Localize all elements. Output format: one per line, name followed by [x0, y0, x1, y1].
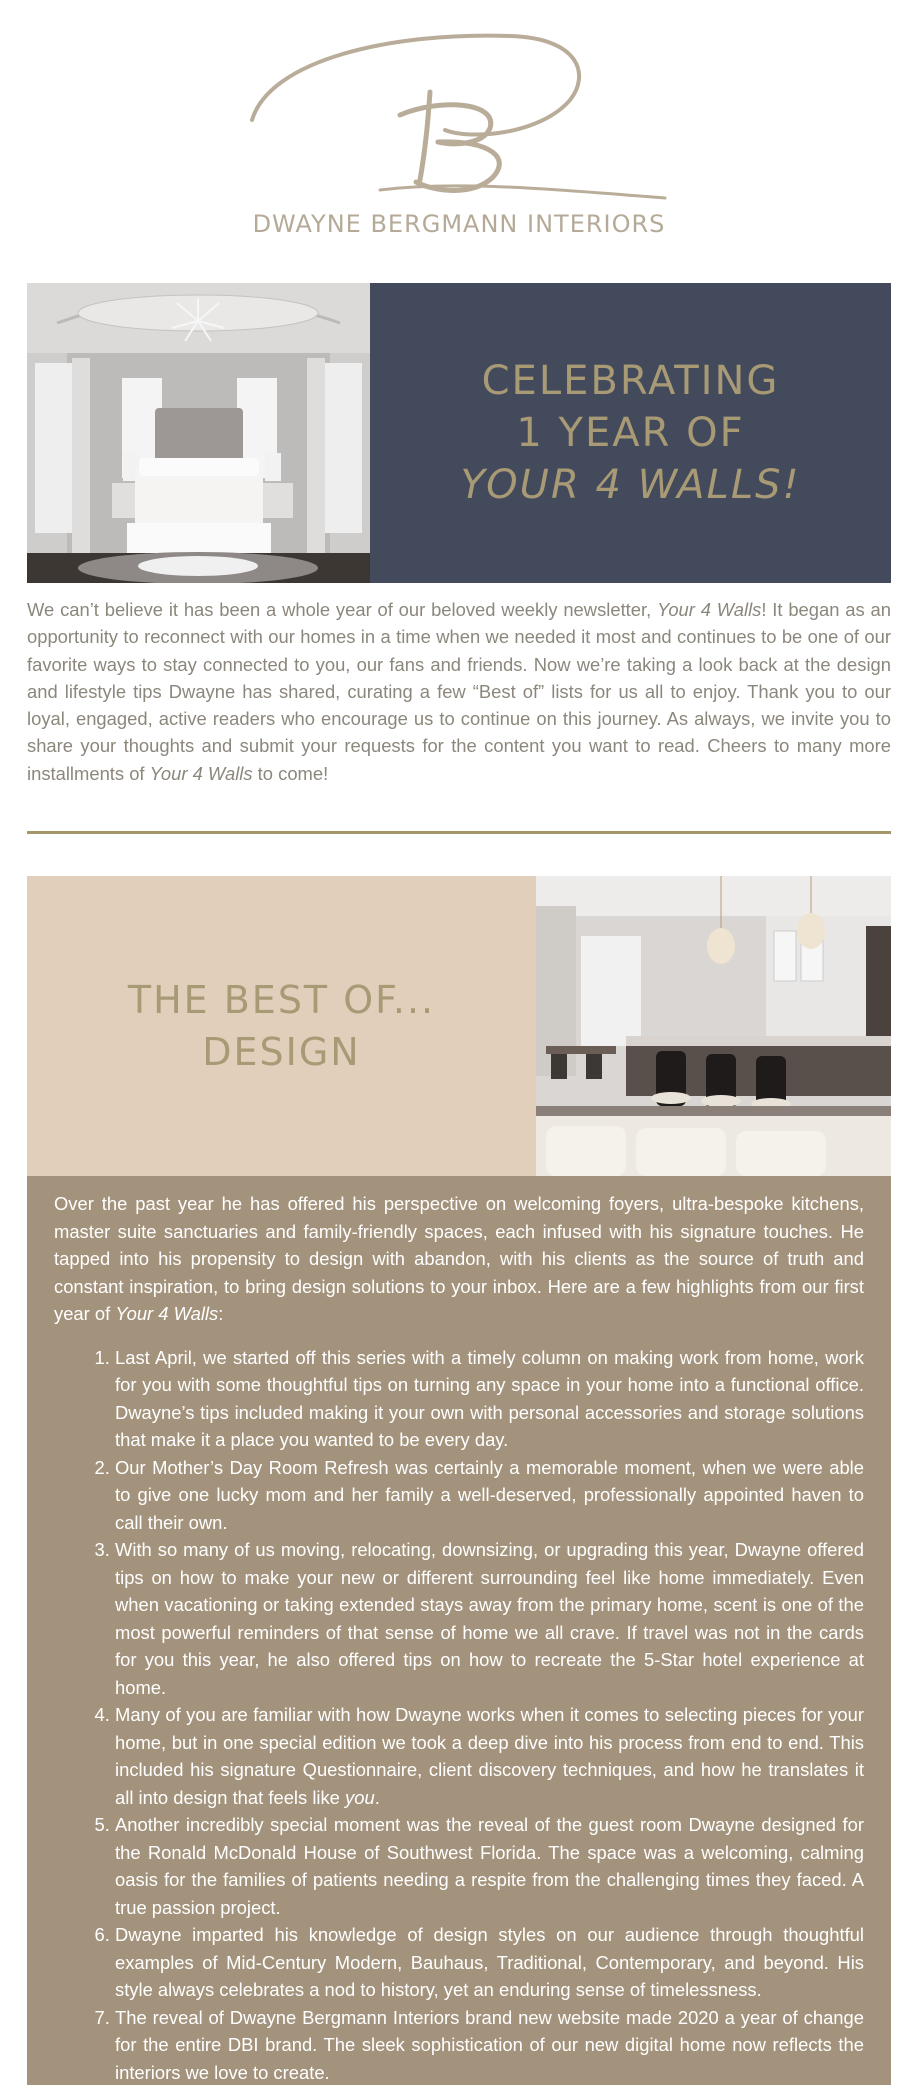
- best-of-title-line-1: THE BEST OF...: [128, 974, 435, 1026]
- best-of-title-panel: [27, 876, 536, 1176]
- best-of-intro-end: :: [218, 1303, 223, 1324]
- best-of-intro-paragraph: [54, 1190, 864, 1328]
- brand-name: DWAYNE BERGMANN INTERIORS: [0, 210, 918, 238]
- list-item: 2. Our Mother’s Day Room Refresh was certainly a memorable moment, when we were able to give one lucky mom and her family a well-deserved, professionally appointed haven to call their own.: [115, 1454, 864, 1537]
- hero-title-line-1: CELEBRATING: [482, 355, 780, 407]
- list-item-end: .: [375, 1787, 380, 1808]
- newsletter-header: [0, 0, 918, 250]
- db-monogram-logo-icon: [240, 20, 680, 210]
- intro-text-1: We can’t believe it has been a whole year of our beloved weekly newsletter,: [27, 599, 657, 620]
- list-item: 1. Last April, we started off this series with a timely column on making work from home, work for you with some thoughtful tips on turning any space in your home into a functional office. Dwayne’s tips included making it your own with personal accessories and storage solutions that make it a place you wanted to be every day.: [115, 1344, 864, 1454]
- hero-title-line-2: 1 YEAR OF: [516, 407, 744, 459]
- hero-banner: [27, 283, 891, 583]
- list-item-text: Many of you are familiar with how Dwayne works when it comes to selecting pieces for your home, but in one special edition we took a deep dive into his process from end to end. This included his signature Questionnaire, client discovery techniques, and how he translates it all into design that feels like: [115, 1704, 864, 1808]
- best-of-design-banner: [27, 876, 891, 1176]
- list-item: [115, 1701, 864, 1811]
- best-of-intro-text: Over the past year he has offered his perspective on welcoming foyers, ultra-bespoke kitchens, master suite sanctuaries and family-friendly spaces, each infused with his signature touches. He tapped into his propensity to design with abandon, with his clients as the source of truth and constant inspiration, to bring design solutions to your inbox. Here are a few highlights from our first year of: [54, 1193, 864, 1324]
- hero-title-panel: [370, 283, 891, 583]
- newsletter-title: Your 4 Walls: [115, 1303, 218, 1324]
- newsletter-title: Your 4 Walls: [150, 763, 253, 784]
- intro-text-3: to come!: [253, 763, 329, 784]
- highlights-list: [54, 1344, 864, 2086]
- section-divider: [27, 831, 891, 834]
- list-item: 5. Another incredibly special moment was the reveal of the guest room Dwayne designed for the Ronald McDonald House of Southwest Florida. The space was a welcoming, calming oasis for the families of patients needing a respite from the challenging times they faced. A true passion project.: [115, 1811, 864, 1921]
- list-item-emphasis: you: [345, 1787, 375, 1808]
- list-item: 3. With so many of us moving, relocating, downsizing, or upgrading this year, Dwayne offered tips on how to make your new or different surrounding feel like home immediately. Even when vacationing or taking extended stays away from the primary home, scent is one of the most powerful reminders of that sense of home we all crave. If travel was not in the cards for you this year, he also offered tips on how to recreate the 5-Star hotel experience at home.: [115, 1536, 864, 1701]
- hero-title-line-3: YOUR 4 WALLS!: [460, 459, 800, 511]
- best-of-design-content: [27, 1176, 891, 2085]
- newsletter-title: Your 4 Walls: [657, 599, 761, 620]
- list-item: 7. The reveal of Dwayne Bergmann Interiors brand new website made 2020 a year of change for the entire DBI brand. The sleek sophistication of our new digital home now reflects the interiors we love to create.: [115, 2004, 864, 2086]
- intro-text-2: ! It began as an opportunity to reconnect with our homes in a time when we needed it most and continues to be one of our favorite ways to stay connected to you, our fans and friends. Now we’re taking a look back at the design and lifestyle tips Dwayne has shared, curating a few “Best of” lists for us all to enjoy. Thank you to our loyal, engaged, active readers who encourage us to continue on this journey. As always, we invite you to share your thoughts and submit your requests for the content you want to read. Cheers to many more installments of: [27, 599, 891, 784]
- list-item: 6. Dwayne imparted his knowledge of design styles on our audience through thoughtful examples of Mid-Century Modern, Bauhaus, Traditional, Contemporary, and beyond. His style always celebrates a nod to history, yet an enduring sense of timelessness.: [115, 1921, 864, 2004]
- best-of-title-line-2: DESIGN: [202, 1026, 360, 1078]
- intro-paragraph: [27, 596, 891, 787]
- bedroom-photo: [27, 283, 370, 583]
- kitchen-photo: [536, 876, 891, 1176]
